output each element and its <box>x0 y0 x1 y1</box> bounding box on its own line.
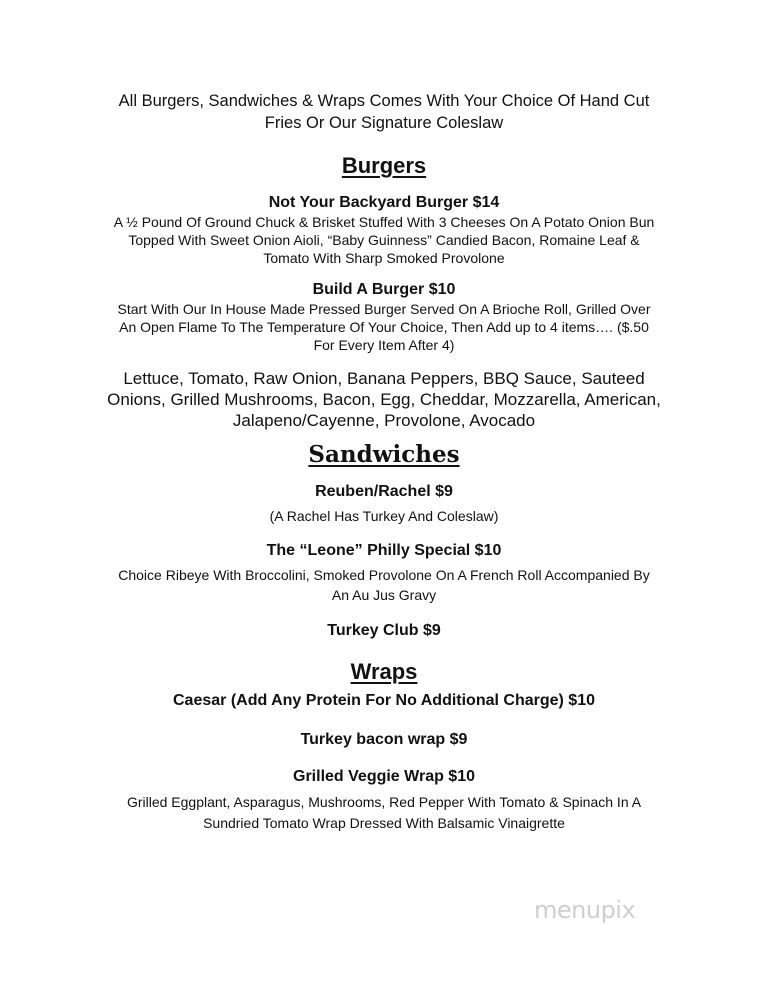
item-description: Grilled Eggplant, Asparagus, Mushrooms, Red Pepper With Tomato & Spinach In A <box>126 794 642 810</box>
item-description: Tomato With Sharp Smoked Provolone <box>263 250 505 266</box>
item-reuben-rachel: Reuben/Rachel $9 <box>315 483 453 500</box>
wraps-heading: Wraps <box>350 659 418 684</box>
item-description: Sundried Tomato Wrap Dressed With Balsamic Vinaigrette <box>203 815 565 831</box>
item-caesar-wrap: Caesar (Add Any Protein For No Additional Charge) $10 <box>173 692 595 709</box>
intro-line-1: All Burgers, Sandwiches & Wraps Comes With Your Choice Of Hand Cut <box>118 92 650 110</box>
item-leone-philly-special: The “Leone” Philly Special $10 <box>266 542 502 559</box>
burger-options-line: Jalapeno/Cayenne, Provolone, Avocado <box>232 411 536 430</box>
sandwiches-heading: Sandwiches <box>308 441 460 468</box>
item-build-a-burger: Build A Burger $10 <box>312 281 456 298</box>
menupix-watermark: menupix <box>534 896 636 924</box>
item-description: Choice Ribeye With Broccolini, Smoked Provolone On A French Roll Accompanied By <box>118 567 650 583</box>
item-description: For Every Item After 4) <box>313 337 455 353</box>
intro-line-2: Fries Or Our Signature Coleslaw <box>264 114 504 132</box>
item-description: A ½ Pound Of Ground Chuck & Brisket Stuffed With 3 Cheeses On A Potato Onion Bun <box>113 214 655 230</box>
burgers-heading: Burgers <box>341 153 427 178</box>
item-description: Start With Our In House Made Pressed Burger Served On A Brioche Roll, Grilled Over <box>117 301 651 317</box>
burger-options-line: Onions, Grilled Mushrooms, Bacon, Egg, Cheddar, Mozzarella, American, <box>107 390 661 409</box>
item-description: An Open Flame To The Temperature Of Your Choice, Then Add up to 4 items…. ($.50 <box>119 319 649 335</box>
item-grilled-veggie-wrap: Grilled Veggie Wrap $10 <box>293 768 475 785</box>
item-description: An Au Jus Gravy <box>331 587 437 603</box>
burger-options-line: Lettuce, Tomato, Raw Onion, Banana Peppers, BBQ Sauce, Sauteed <box>123 369 645 388</box>
item-turkey-club: Turkey Club $9 <box>327 622 441 639</box>
item-turkey-bacon-wrap: Turkey bacon wrap $9 <box>300 731 468 748</box>
item-description: Topped With Sweet Onion Aioli, “Baby Guinness” Candied Bacon, Romaine Leaf & <box>128 232 640 248</box>
item-description: (A Rachel Has Turkey And Coleslaw) <box>269 508 499 524</box>
item-not-your-backyard-burger: Not Your Backyard Burger $14 <box>268 194 500 211</box>
